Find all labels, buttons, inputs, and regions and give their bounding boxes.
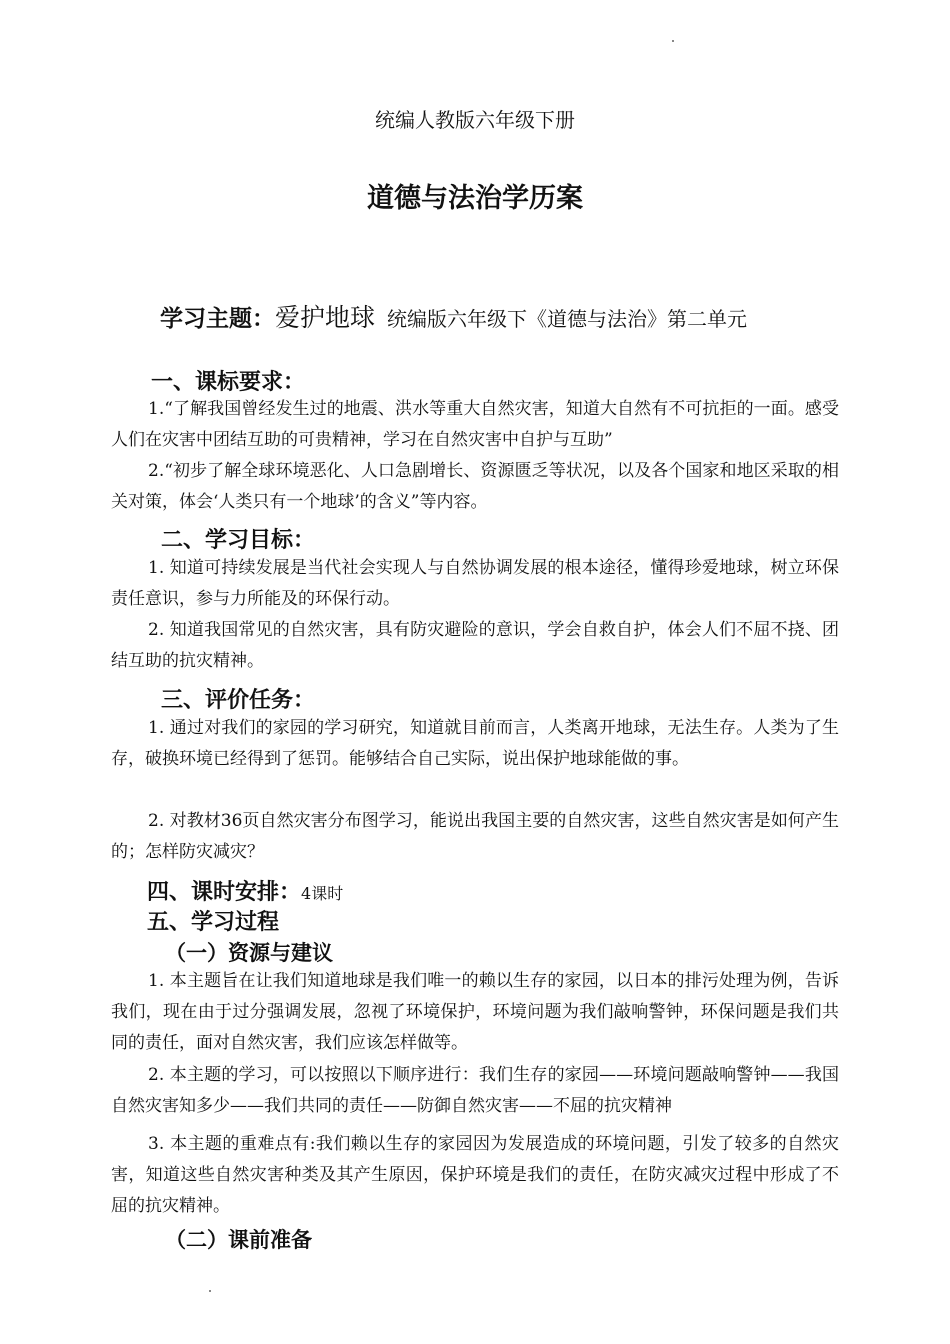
document-subtitle: 统编人教版六年级下册	[375, 108, 575, 132]
curriculum-paragraph-2: 2.“初步了解全球环境恶化、人口急剧增长、资源匮乏等状况，以及各个国家和地区采取的相关对策，体会‘人类只有一个地球’的含义”等内容。	[111, 461, 839, 512]
theme-name: 爱护地球	[275, 303, 376, 332]
schedule-label: 四、课时安排：	[147, 880, 302, 905]
theme-label: 学习主题：	[160, 306, 275, 332]
schedule-value: 4课时	[301, 884, 344, 903]
section-heading-schedule	[147, 875, 343, 906]
resources-paragraph-3: 3. 本主题的重难点有:我们赖以生存的家园因为发展造成的环境问题，引发了较多的自然灾害，知道这些自然灾害种类及其产生原因，保护环境是我们的责任，在防灾减灾过程中形成了不屈的抗灾精神。	[111, 1134, 839, 1216]
subsection-heading-resources: （一）资源与建议	[165, 941, 333, 965]
assessment-paragraph-2: 2. 对教材36页自然灾害分布图学习，能说出我国主要的自然灾害，这些自然灾害是如何产生的；怎样防灾减灾？	[111, 811, 839, 862]
resources-paragraph-2: 2. 本主题的学习，可以按照以下顺序进行：我们生存的家园——环境问题敲响警钟——我国自然灾害知多少——我们共同的责任——防御自然灾害——不屈的抗灾精神	[111, 1065, 839, 1116]
section-heading-assessment: 三、评价任务：	[161, 688, 316, 713]
document-title: 道德与法治学历案	[367, 183, 583, 214]
scan-speck	[672, 40, 674, 42]
subsection-heading-preparation: （二）课前准备	[165, 1228, 312, 1252]
learning-theme	[160, 298, 747, 334]
curriculum-paragraph-1: 1.“了解我国曾经发生过的地震、洪水等重大自然灾害，知道大自然有不可抗拒的一面。感受人们在灾害中团结互助的可贵精神，学习在自然灾害中自护与互助”	[111, 399, 839, 450]
section-heading-objectives: 二、学习目标：	[161, 528, 316, 553]
section-heading-process: 五、学习过程	[147, 910, 280, 935]
assessment-paragraph-1: 1. 通过对我们的家园的学习研究，知道就目前而言，人类离开地球，无法生存。人类为了生存，破换环境已经得到了惩罚。能够结合自己实际，说出保护地球能做的事。	[111, 718, 839, 769]
objectives-paragraph-1: 1. 知道可持续发展是当代社会实现人与自然协调发展的根本途径，懂得珍爱地球，树立环保责任意识，参与力所能及的环保行动。	[111, 558, 839, 609]
resources-paragraph-1: 1. 本主题旨在让我们知道地球是我们唯一的赖以生存的家园，以日本的排污处理为例，告诉我们，现在由于过分强调发展，忽视了环境保护，环境问题为我们敲响警钟，环保问题是我们共同的责任，面对自然灾害，我们应该怎样做等。	[111, 971, 839, 1053]
theme-unit: 统编版六年级下《道德与法治》第二单元	[387, 307, 748, 331]
section-heading-curriculum: 一、课标要求：	[151, 370, 306, 395]
objectives-paragraph-2: 2. 知道我国常见的自然灾害，具有防灾避险的意识，学会自救自护，体会人们不屈不挠、团结互助的抗灾精神。	[111, 620, 839, 671]
scan-speck	[209, 1290, 211, 1292]
